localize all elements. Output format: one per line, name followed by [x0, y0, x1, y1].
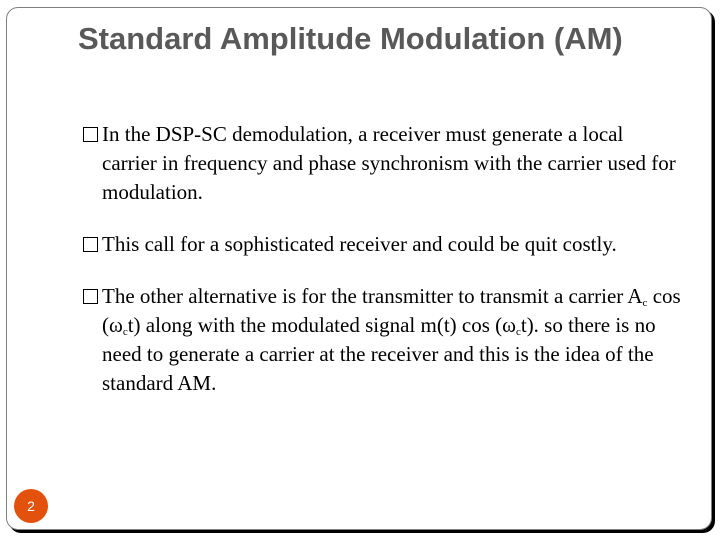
bullet-item — [82, 230, 682, 259]
subscript: c — [122, 326, 128, 338]
bullet-item — [82, 282, 682, 398]
subscript: c — [642, 297, 648, 309]
slide-body — [82, 120, 682, 398]
checkbox-icon — [83, 237, 98, 252]
checkbox-icon — [83, 127, 98, 142]
bullet-item — [82, 120, 682, 207]
bullet-text: In the DSP-SC demodulation, a receiver must generate a local carrier in frequency and phase synchronism with the carrier used for modulation. — [102, 122, 676, 204]
bullet-text-part: t) along with the modulated signal m(t) cos (ω — [127, 313, 516, 337]
bullet-text-part: cos (ω — [102, 284, 681, 337]
subscript: c — [515, 326, 521, 338]
slide-title: Standard Amplitude Modulation (AM) — [78, 21, 623, 56]
checkbox-icon — [83, 289, 98, 304]
bullet-text-part: The other alternative is for the transmitter to transmit a carrier A — [102, 284, 643, 308]
slide-number-badge: 2 — [14, 489, 48, 523]
bullet-text: This call for a sophisticated receiver and could be quit costly. — [102, 232, 617, 256]
bullet-text-part: t). so there is no need to generate a carrier at the receiver and this is the idea of the standard AM. — [102, 313, 656, 395]
